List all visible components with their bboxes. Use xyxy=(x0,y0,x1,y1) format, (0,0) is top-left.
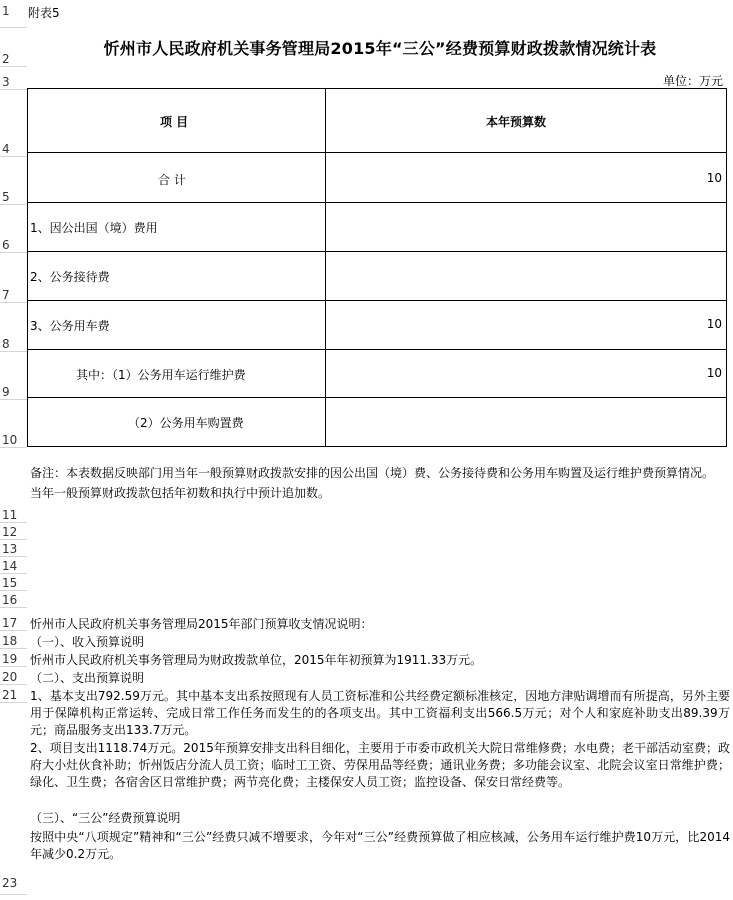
sangong-section-text: 按照中央“八项规定”精神和“三公”经费只减不增要求，今年对“三公”经费预算做了相应核减，公务用车运行维护费10万元，比2014年减少0.2万元。 xyxy=(30,830,730,861)
row-number-gutter xyxy=(0,0,27,900)
row-number[interactable]: 7 xyxy=(2,288,10,302)
row-number[interactable]: 5 xyxy=(2,190,10,204)
table-cell-label[interactable] xyxy=(28,252,326,300)
row-number[interactable]: 15 xyxy=(2,576,18,590)
table-row xyxy=(28,350,726,398)
row-divider xyxy=(0,351,27,352)
row-value: 10 xyxy=(706,366,722,380)
budget-table xyxy=(27,88,727,447)
row-divider xyxy=(0,630,27,631)
row-number[interactable]: 10 xyxy=(2,433,18,447)
explanation-heading: 忻州市人民政府机关事务管理局2015年部门预算收支情况说明： xyxy=(30,617,373,631)
row-divider xyxy=(0,894,27,895)
table-cell-label[interactable] xyxy=(28,301,326,349)
row-number[interactable]: 19 xyxy=(2,652,18,666)
table-cell-label[interactable] xyxy=(28,350,326,397)
table-row xyxy=(28,252,726,301)
table-cell-value[interactable] xyxy=(326,301,726,349)
row-number[interactable]: 6 xyxy=(2,238,10,252)
page-title: 忻州市人民政府机关事务管理局2015年“三公”经费预算财政拨款情况统计表 xyxy=(103,39,657,58)
row-number[interactable]: 13 xyxy=(2,542,18,556)
table-row xyxy=(28,203,726,252)
row-number[interactable]: 21 xyxy=(2,688,18,702)
row-number[interactable]: 18 xyxy=(2,634,18,648)
table-cell-value[interactable] xyxy=(326,398,726,446)
expense-basic-paragraph: 1、基本支出792.59万元。其中基本支出系按照现有人员工资标准和公共经费定额标准核定，因地方津贴调增而有所提高，另外主要用于保障机构正常运转、完成日常工作任务而发生的的各项支出。其中工资福利支出566.5万元；对个人和家庭补助支出89.39万元；商品服务支出133.7万元。 xyxy=(30,689,730,737)
table-cell-value[interactable] xyxy=(326,203,726,251)
row-divider xyxy=(0,27,27,28)
row-divider xyxy=(0,447,27,448)
row-number[interactable]: 8 xyxy=(2,337,10,351)
table-row xyxy=(28,301,726,350)
row-divider xyxy=(0,607,27,608)
row-divider xyxy=(0,252,27,253)
row-divider xyxy=(0,556,27,557)
header-item-label: 项 目 xyxy=(160,115,189,129)
attachment-label: 附表5 xyxy=(28,6,60,20)
unit-label: 单位：万元 xyxy=(662,74,723,88)
row-divider xyxy=(0,648,27,649)
row-number[interactable]: 14 xyxy=(2,559,18,573)
row-divider xyxy=(0,573,27,574)
row-number[interactable]: 4 xyxy=(2,142,10,156)
row-number[interactable]: 11 xyxy=(2,508,18,522)
row-label: （2）公务用车购置费 xyxy=(128,416,244,430)
row-number[interactable]: 2 xyxy=(2,52,10,66)
row-divider xyxy=(0,156,27,157)
row-value: 10 xyxy=(706,317,722,331)
row-divider xyxy=(0,399,27,400)
row-divider xyxy=(0,302,27,303)
row-number[interactable]: 20 xyxy=(2,670,18,684)
sangong-section-title: （三）、“三公”经费预算说明 xyxy=(30,811,181,825)
row-number[interactable]: 23 xyxy=(2,876,18,890)
row-divider xyxy=(0,204,27,205)
table-cell-value[interactable] xyxy=(326,153,726,202)
expense-section-title: （二）、支出预算说明 xyxy=(30,671,145,685)
row-number[interactable]: 16 xyxy=(2,593,18,607)
row-number[interactable]: 1 xyxy=(2,4,10,18)
row-divider xyxy=(0,522,27,523)
table-cell-value[interactable] xyxy=(326,252,726,300)
row-divider xyxy=(0,89,27,90)
row-label: 其中：（1）公务用车运行维护费 xyxy=(76,368,246,382)
header-budget-label: 本年预算数 xyxy=(486,115,547,129)
row-divider xyxy=(0,684,27,685)
row-number[interactable]: 3 xyxy=(2,75,10,89)
row-number[interactable]: 17 xyxy=(2,616,18,630)
table-cell-label[interactable] xyxy=(28,153,326,202)
row-divider xyxy=(0,539,27,540)
table-cell-label[interactable] xyxy=(28,203,326,251)
row-divider xyxy=(0,66,27,67)
table-row xyxy=(28,398,726,446)
table-header-row xyxy=(28,89,726,153)
row-divider xyxy=(0,666,27,667)
table-cell-value[interactable] xyxy=(326,350,726,397)
table-note: 备注：本表数据反映部门用当年一般预算财政拨款安排的因公出国（境）费、公务接待费和公务用车购置及运行维护费预算情况。当年一般预算财政拨款包括年初数和执行中预计追加数。 xyxy=(30,466,715,500)
expense-project-paragraph: 2、项目支出1118.74万元。2015年预算安排支出科目细化，主要用于市委市政机关大院日常维修费；水电费；老干部活动室费；政府大小灶伙食补助；忻州饭店分流人员工资；临时工工资、劳保用品等经费；通讯业务费；多功能会议室、北院会议室日常维护费；绿化、卫生费；各宿舍区日常维护费；两节亮化费；主楼保安人员工资；监控设备、保安日常经费等。 xyxy=(30,741,730,789)
table-row xyxy=(28,153,726,203)
header-cell-item[interactable] xyxy=(28,89,326,152)
row-divider xyxy=(0,590,27,591)
row-label: 3、公务用车费 xyxy=(30,319,110,333)
row-number[interactable]: 12 xyxy=(2,525,18,539)
table-cell-label[interactable] xyxy=(28,398,326,446)
worksheet xyxy=(27,0,733,900)
row-label: 2、公务接待费 xyxy=(30,270,110,284)
row-label: 合 计 xyxy=(158,173,186,187)
row-divider xyxy=(0,702,27,703)
header-cell-budget[interactable] xyxy=(326,89,726,152)
row-number[interactable]: 9 xyxy=(2,385,10,399)
row-value: 10 xyxy=(706,171,722,185)
row-label: 1、因公出国（境）费用 xyxy=(30,221,158,235)
income-section-title: （一）、收入预算说明 xyxy=(30,635,145,649)
income-section-text: 忻州市人民政府机关事务管理局为财政拨款单位，2015年年初预算为1911.33万元。 xyxy=(30,653,483,667)
